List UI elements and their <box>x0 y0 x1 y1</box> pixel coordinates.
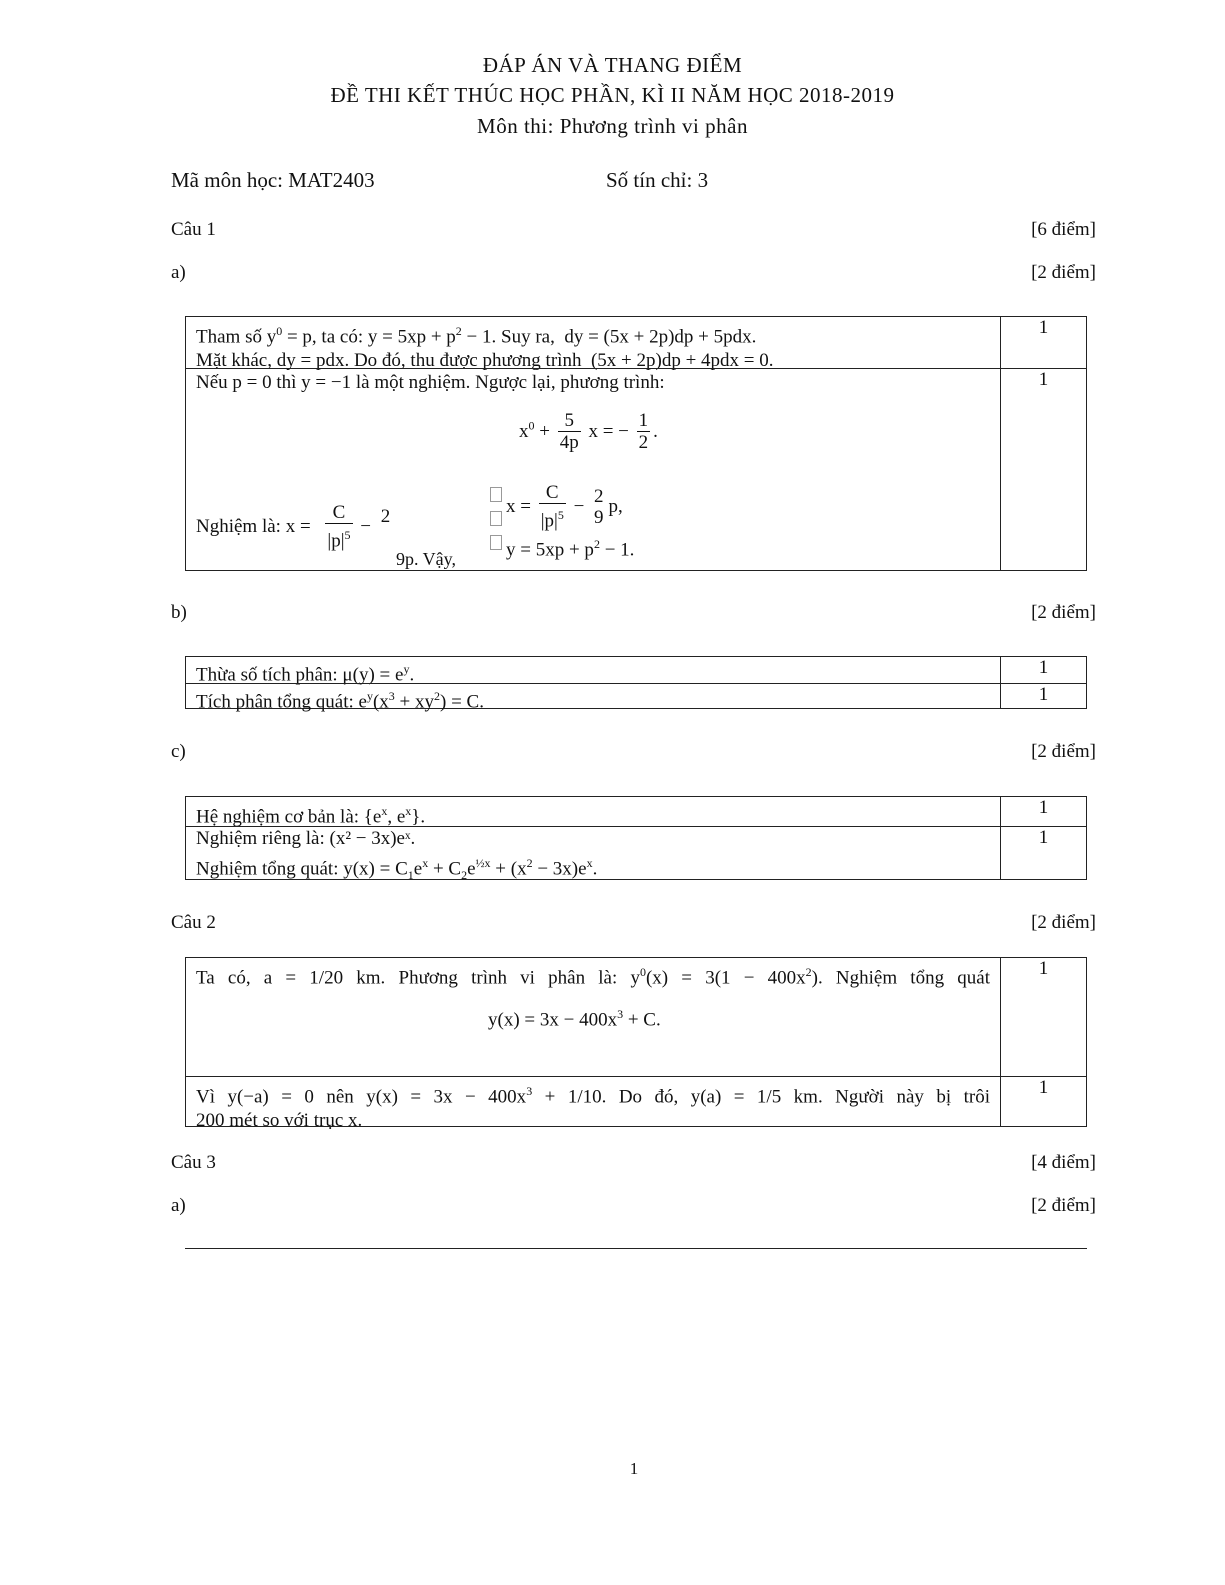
question-3-label: Câu 3 <box>171 1152 216 1173</box>
table-row <box>186 1076 1086 1132</box>
q1b-row1-text: Thừa số tích phân: $\mu(y) = e^y$. <box>186 657 1001 683</box>
q1c-answer-table <box>185 796 1087 883</box>
part-a-points: [2 điểm] <box>1031 262 1096 283</box>
system-brace <box>490 485 502 557</box>
parametric-solution: x = $\frac{C}{|p|^5}$ − 2 9 p, $y = 5xp + p^2 - 1$. <box>506 482 635 561</box>
q1b-row2-text: Tích phân tổng quát: $e^y(x^3 + xy^2) = C$. <box>186 684 1001 708</box>
question-1-points: [6 điểm] <box>1031 219 1096 240</box>
question-3-points: [4 điểm] <box>1031 1152 1096 1173</box>
part-c-label: c) <box>171 741 186 762</box>
q1a-row2-score: 1 <box>1038 369 1049 390</box>
q3-part-a-points: [2 điểm] <box>1031 1195 1096 1216</box>
page-number: 1 <box>629 1459 639 1478</box>
table-row <box>186 368 1086 570</box>
question-1-label: Câu 1 <box>171 219 216 240</box>
table-row <box>186 657 1086 686</box>
q1a-row2-intro: Nếu p = 0 thì y = −1 là một nghiệm. Ngược lại, phương trình: <box>196 372 665 393</box>
q2-general-solution: $y(x) = 3x - 400x^3 + C$. <box>488 1007 661 1031</box>
q2-row1-score: 1 <box>1038 958 1049 979</box>
q3-part-a-label: a) <box>171 1195 186 1216</box>
q2-answer-table <box>185 957 1087 1132</box>
q2-row1-text: Ta có, a = 1/20 km. Phương trình vi phân là: $y^0(x) = 3(1 - 400x^2)$. Nghiệm tổng quát $y(x) = 3x - 400x^3 + C$. <box>186 958 1001 1076</box>
subject-line: Môn thi: Phương trình vi phân <box>477 114 748 138</box>
question-2-label: Câu 2 <box>171 912 216 933</box>
vay-text: 9p. Vậy, <box>396 549 456 569</box>
q1a-row2-text <box>186 369 1001 570</box>
credits: Số tín chỉ: 3 <box>606 168 709 192</box>
q1c-row1-text: Hệ nghiệm cơ bản là: {$e^x$, $e^x$}. <box>186 797 1001 826</box>
answer-key-title: ĐÁP ÁN VÀ THANG ĐIỂM <box>482 53 743 77</box>
q1c-row1-score: 1 <box>1038 797 1049 818</box>
part-c-points: [2 điểm] <box>1031 741 1096 762</box>
q2-row2-text: Vì y(−a) = 0 nên $y(x) = 3x - 400x^3 + 1/10$. Do đó, y(a) = 1/5 km. Người này bị trôi 200 mét so với trục x. <box>186 1077 1001 1126</box>
table-row <box>186 958 1086 1076</box>
table-row <box>186 826 1086 883</box>
exam-title: ĐỀ THI KẾT THÚC HỌC PHẦN, KÌ II NĂM HỌC 2018-2019 <box>330 83 895 107</box>
table-row <box>186 797 1086 826</box>
linear-equation: $x^0$ + $\frac{5}{4p}$ x = − $\frac{1}{2}$ . <box>519 410 658 453</box>
q1b-answer-table <box>185 656 1087 713</box>
q1b-row2-score: 1 <box>1038 684 1049 705</box>
table-row <box>186 683 1086 713</box>
part-a-label: a) <box>171 262 186 283</box>
q1a-row1-score: 1 <box>1038 317 1049 338</box>
part-b-points: [2 điểm] <box>1031 602 1096 623</box>
q1c-row2-text: Nghiệm riêng là: (x² − 3x)eˣ. Nghiệm tổng quát: $y(x) = C_1e^x + C_2e^{\frac{1}{2}x} + (x^2 - 3x)e^x$. <box>186 827 1001 879</box>
q1c-row2-score: 1 <box>1038 827 1049 848</box>
q1a-answer-table <box>185 316 1087 571</box>
question-2-points: [2 điểm] <box>1031 912 1096 933</box>
solution-expression: Nghiệm là: x = $\frac{C}{|p|^5}$ − 2 <box>196 502 391 552</box>
q2-row2-score: 1 <box>1038 1077 1049 1098</box>
part-b-label: b) <box>171 602 187 623</box>
q1a-row1-text: Tham số $y^0 = p$, ta có: $y = 5xp + p^2 - 1$. Suy ra, dy = (5x + 2p)dp + 5pdx. Mặt khác, dy = pdx. Do đó, thu được phương trình (5x + 2p)dp + 4pdx = 0. <box>186 317 1001 368</box>
table-row <box>186 317 1086 372</box>
section-divider <box>185 1248 1087 1249</box>
q1b-row1-score: 1 <box>1038 657 1049 678</box>
course-code: Mã môn học: MAT2403 <box>171 168 375 192</box>
